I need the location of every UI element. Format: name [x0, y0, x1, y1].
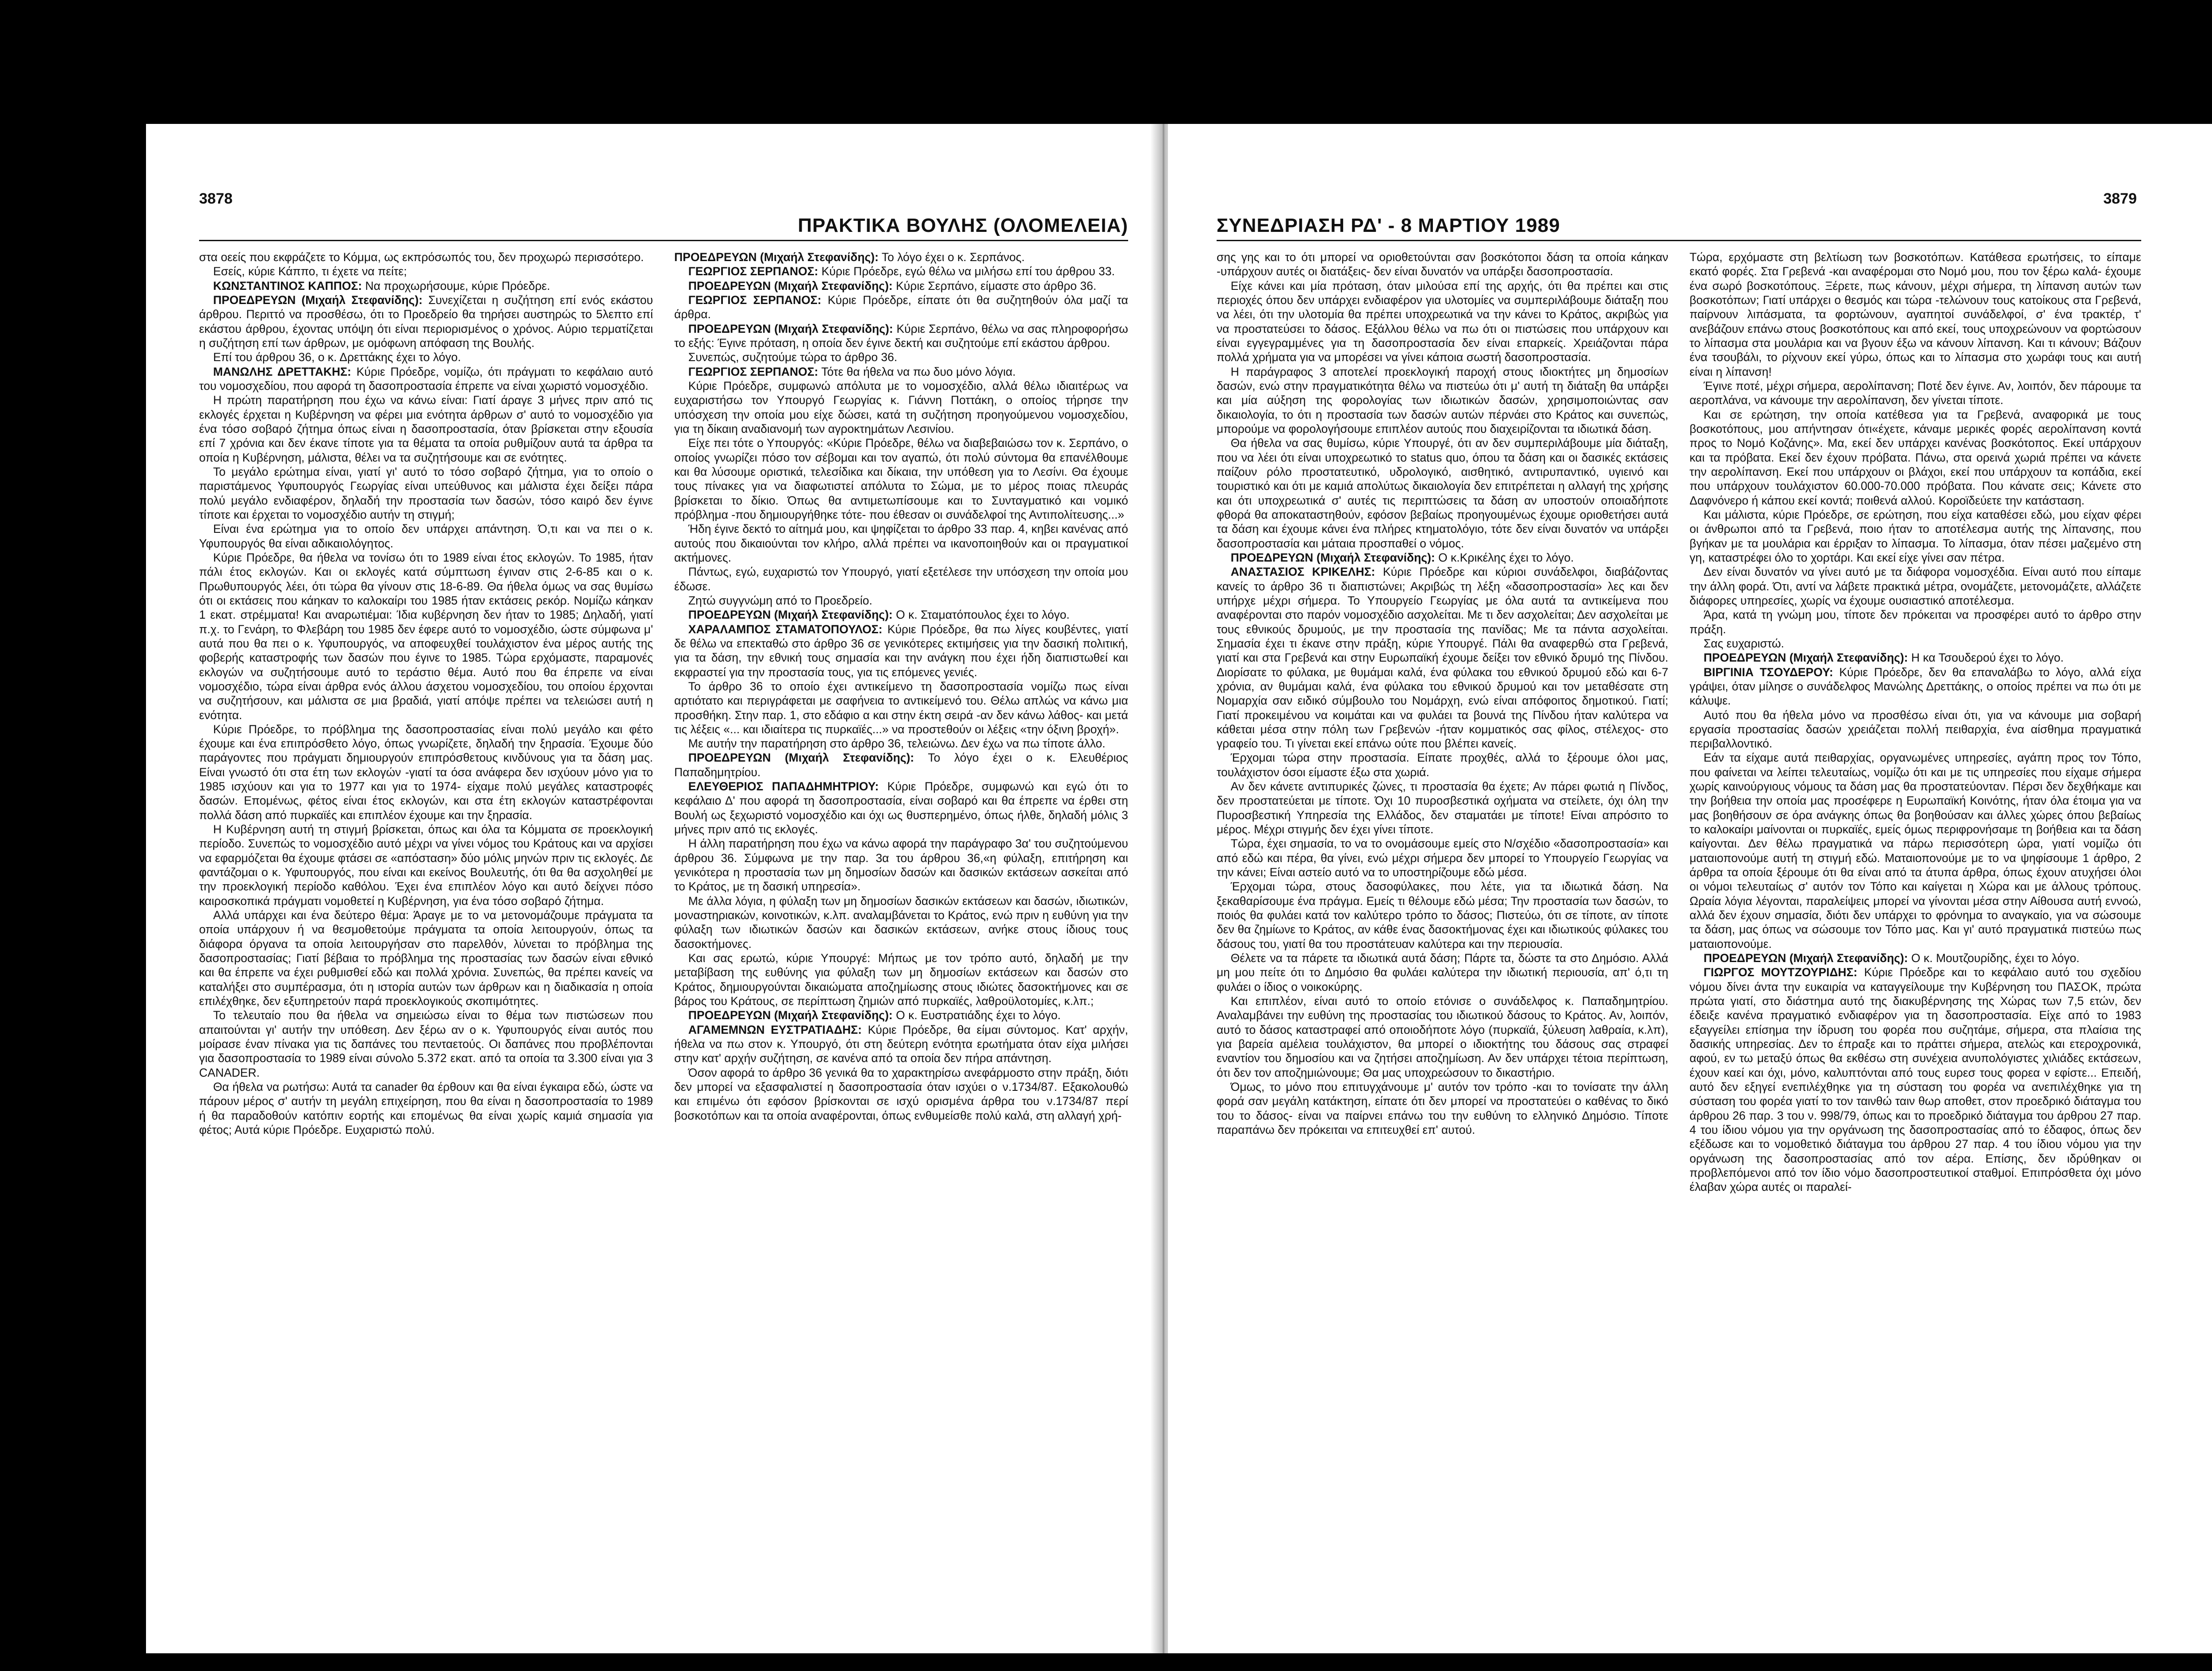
- paragraph: [1690, 951, 2141, 965]
- paragraph: [199, 908, 653, 1008]
- speaker-name: ΠΡΟΕΔΡΕΥΩΝ (Μιχαήλ Στεφανίδης):: [688, 608, 893, 622]
- paragraph: [1690, 965, 2141, 1194]
- paragraph: [199, 279, 653, 293]
- paragraph: [199, 350, 653, 364]
- paragraph-text: Είχε κάνει και μία πρόταση, όταν μιλούσα επί της αρχής, ότι θα πρέπει και στις περιοχές όπου δεν υπάρχει ενδιαφέρον για υλοτομίες να συμπεριλάβουμε διάταξη που να λέει, ότι την υλοτομία θα πρέπει υποχρεωτικά να την κάνει το Κράτος, ακριβώς για να προστατεύσει το δάσος. Εξάλλου θέλω να πω ότι οι πιστώσεις που υπάρχουν και είναι εγγεγραμμένες για τη δασοπροστασία δεν είναι επαρκείς. Χρειάζονται πάρα πολλά χρήματα για να μπορέσει να γίνει κάποια σωστή δασοπροστασία.: [1217, 279, 1668, 364]
- paragraph-text: Κύριε Πρόεδρε, εγώ θέλω να μιλήσω επί του άρθρου 33.: [818, 265, 1115, 278]
- speaker-name: ΓΕΩΡΓΙΟΣ ΣΕΡΠΑΝΟΣ:: [688, 365, 818, 378]
- paragraph-text: Όμως, το μόνο που επιτυγχάνουμε μ' αυτόν τον τρόπο -και το τονίσατε την άλλη φορά σαν μεγάλη κατάκτηση, είπατε ότι δεν μπορεί να προστατεύει ο καθένας το δικό του το δάσος- είναι να παίρνει επάνω του την ευθύνη το ελληνικό Δημόσιο. Τίποτε παραπάνω δεν πρόκειται να επιτευχθεί επ' αυτού.: [1217, 1080, 1668, 1137]
- paragraph-text: Έρχομαι τώρα, στους δασοφύλακες, που λέτε, για τα ιδιωτικά δάση. Να ξεκαθαρίσουμε ένα πράγμα. Εμείς τι θέλουμε εδώ μέσα; Την προστασία των δασών, το ποιός θα φυλάει κατά τον καλύτερο τρόπο το δάσος; Πιστεύω, ότι σε τίποτε, αν τίποτε δεν θα ζημίωνε το Κράτος, αν κάθε ένας δασοκτήμονας έχει και ιδιωτικούς φύλακες του δάσους του, γιατί θα του προστάτευαν καλύτερα και την περιουσία.: [1217, 880, 1668, 951]
- paragraph: [674, 365, 1128, 379]
- paragraph: [1217, 836, 1668, 879]
- left-columns: [199, 250, 1128, 1627]
- paragraph-text: Όσον αφορά το άρθρο 36 γενικά θα το χαρακτηρίσω ανεφάρμοστο στην πράξη, διότι δεν μπορεί να εξασφαλιστεί η δασοπροστασία όταν ισχύει ο ν.1734/87. Εξακολουθώ και επιμένω ότι εφόσον βρίσκονται σε ισχύ ορισμένα άρθρα του ν.1734/87 περί βοσκοτόπων και τα οποία αναφέρονται, όπως ενθυμείσθε πολύ καλά, στη αλλαγή χρή-: [674, 1066, 1128, 1122]
- right-header-rule: [1217, 240, 2141, 241]
- paragraph: [674, 293, 1128, 322]
- left-page: [146, 124, 1159, 1653]
- paragraph-text: Και μάλιστα, κύριε Πρόεδρε, σε ερώτηση, που είχα καταθέσει εδώ, μου είχαν φέρει οι άνθρωποι από τα Γρεβενά, ποιο ήταν το αποτέλεσμα αυτής της λίπανσης, που βγήκαν με τα μουλάρια και έρριξαν το λίπασμα. Το λίπασμα, όταν πέσει μαζεμένο στη γη, καταστρέφει όλο το χορτάρι. Και εκεί είχε γίνει σαν πέτρα.: [1690, 508, 2141, 564]
- paragraph-text: Συνεχίζεται η συζήτηση επί ενός εκάστου άρθρου. Περιττό να προσθέσω, ότι το Προεδρείο θα τηρήσει αυστηρώς το 5λεπτο επί εκάστου άρθρου, έχοντας υπόψη ότι είναι περιορισμένος ο χρόνος. Αύριο τερματίζεται η συζήτηση επί των άρθρων, με ομόφωνη απόφαση της Βουλής.: [199, 293, 653, 350]
- paragraph-text: Ο κ. Σταματόπουλος έχει το λόγο.: [892, 608, 1070, 622]
- paragraph: [674, 322, 1128, 350]
- left-column-2: [674, 250, 1128, 1627]
- paragraph: [1690, 708, 2141, 751]
- paragraph-text: Κύριε Πρόεδρε, το πρόβλημα της δασοπροστασίας είναι πολύ μεγάλο και φέτο έχουμε και ένα επιπρόσθετο λόγο, όπως γνωρίζετε, δηλαδή την ξηρασία. Έχουμε δύο παράγοντες που πράγματι δημιουργούν επιπρόσθετους κινδύνους για τα δάση μας. Είναι γνωστό ότι στα έτη των εκλογών -γιατί τα όσα ανάφερα δεν ισχύουν μόνο για το 1985 ισχύουν και για το 1977 και για το 1974- είχαμε πολύ μεγάλες καταστροφές δασών. Επομένως, φέτος είναι έτος εκλογών, και στα έτη εκλογών καταστρέφονται πολλά δάση από πυρκαϊές και επιπλέον έχουμε και την ξηρασία.: [199, 722, 653, 822]
- paragraph: [1217, 436, 1668, 551]
- speaker-name: ΠΡΟΕΔΡΕΥΩΝ (Μιχαήλ Στεφανίδης):: [688, 1009, 893, 1022]
- paragraph: [199, 250, 653, 264]
- paragraph-text: Τότε θα ήθελα να πω δυο μόνο λόγια.: [818, 365, 1016, 378]
- paragraph-text: Θέλετε να τα πάρετε τα ιδιωτικά αυτά δάση; Πάρτε τα, δώστε τα στο Δημόσιο. Αλλά μη μου πείτε ότι το Δημόσιο θα φυλάει καλύτερα την ιδιωτική περιουσία, απ' ό,τι τη φυλάει ο ίδιος ο νοικοκύρης.: [1217, 951, 1668, 993]
- paragraph-text: Αν δεν κάνετε αντιπυρικές ζώνες, τι προστασία θα έχετε; Αν πάρει φωτιά η Πίνδος, δεν προστατεύεται με τίποτε. Όχι 10 πυροσβεστικά οχήματα να στείλετε, όχι όλη την Πυροσβεστική Υπηρεσία της Ελλάδος, δεν σταματάει με τίποτε! Είναι απρόσιτο το μέρος. Μέχρι στιγμής δεν έχει γίνει τίποτε.: [1217, 780, 1668, 836]
- paragraph-text: Το τελευταίο που θα ήθελα να σημειώσω είναι το θέμα των πιστώσεων που απαιτούνται γι' αυτήν την υπόθεση. Δεν ξέρω αν ο κ. Υφυπουργός είναι αυτός που μοίρασε έναν πίνακα για τις δαπάνες του πενταετούς. Οι δαπάνες που προβλέπονται για δασοπροστασία το 1989 είναι σύνολο 5.372 εκατ. από τα οποία τα 3.300 είναι για 3 CANADER.: [199, 1009, 653, 1079]
- paragraph-text: Αυτό που θα ήθελα μόνο να προσθέσω είναι ότι, για να κάνουμε μια σοβαρή εργασία προστασίας δασών χρειάζεται πολλή πειθαρχία, ένα αίσθημα πραγματικά περιβαλλοντικό.: [1690, 708, 2141, 751]
- paragraph-text: Τώρα, έχει σημασία, το να το ονομάσουμε εμείς στο Ν/σχέδιο «δασοπροστασία» και από εδώ και πέρα, θα γίνει, ενώ μέχρι σήμερα δεν μπορεί το Υπουργείο Γεωργίας να την κάνει; Είναι αστείο αυτό να το υποστηρίζουμε εδώ μέσα.: [1217, 837, 1668, 879]
- speaker-name: ΜΑΝΩΛΗΣ ΔΡΕΤΤΑΚΗΣ:: [213, 365, 351, 378]
- paragraph: [674, 779, 1128, 836]
- paragraph-text: Είναι ένα ερώτημα για το οποίο δεν υπάρχει απάντηση. Ό,τι και να πει ο κ. Υφυπουργός θα είναι αδικαιολόγητος.: [199, 522, 653, 550]
- paragraph: [674, 522, 1128, 565]
- paragraph: [1217, 994, 1668, 1080]
- right-page: [1168, 124, 2212, 1653]
- paragraph-text: Πάντως, εγώ, ευχαριστώ τον Υπουργό, γιατί εξετέλεσε την υπόσχεση την οποία μου έδωσε.: [674, 565, 1128, 593]
- paragraph: [674, 736, 1128, 751]
- speaker-name: ΓΙΩΡΓΟΣ ΜΟΥΤΖΟΥΡΙΔΗΣ:: [1703, 966, 1858, 979]
- paragraph-text: Κύριε Πρόεδρε, δεν θα επαναλάβω το λόγο, αλλά είχα γράψει, όταν μίλησε ο συνάδελφος Μανώλης Δρεττάκης, ο οποίος πρέπει να πω ότι με κάλυψε.: [1690, 665, 2141, 708]
- paragraph: [674, 279, 1128, 293]
- paragraph: [199, 551, 653, 722]
- paragraph-text: Με άλλα λόγια, η φύλαξη των μη δημοσίων δασικών εκτάσεων και δασών, ιδιωτικών, μοναστηριακών, κοινοτικών, κ.λπ. αναλαμβάνεται το Κράτος, ενώ πριν η ευθύνη για την φύλαξη των ιδιωτικών δασών και δασικών εκτάσεων, ανήκε στους ίδιους τους δασοκτήμονες.: [674, 894, 1128, 951]
- paragraph-text: Το λόγο έχει ο κ. Ελευθέριος Παπαδημητρίου.: [674, 751, 1128, 779]
- paragraph-text: Και σε ερώτηση, την οποία κατέθεσα για τα Γρεβενά, αναφορικά με τους βοσκοτόπους, μου απήντησαν ότι«έχετε, κάναμε μερικές φορές αερολίπανση κοντά προς το Νομό Κοζάνης». Μα, εκεί δεν υπάρχει κανένας βοσκότοπος. Εκεί υπάρχουν και τα πρόβατα. Εκεί δεν έχουν πρόβατα. Πάνω, στα ορεινά χωριά πρέπει να κάνετε την αερολίπανση. Εκεί που υπάρχουν οι βλάχοι, εκεί που υπάρχουν τα κοπάδια, εκεί που υπάρχουν τουλάχιστον 60.000-70.000 πρόβατα. Που κάνατε σεις; Κάνετε στο Δαφνόνερο ή κάπου εκεί κοντά; ποιθενά αλλού. Κοροϊδεύετε την κατάσταση.: [1690, 408, 2141, 507]
- paragraph-text: Η παράγραφος 3 αποτελεί προεκλογική παροχή στους ιδιοκτήτες μη δημοσίων δασών, ενώ στην πραγματικότητα θέλω να πιστεύω ότι μ' αυτή τη διάταξη θα υπάρξει και μία αύξηση της φορολογίας των ιδιωτικών δασών, χρησιμοποιώντας σαν δικαιολογία, το ότι η προστασία των δασών αυτών πέρνάει στο Κράτος και συνεπώς, μπορούμε να φορολογήσουμε επιπλέον αυτούς που διαχειρίζονται τα ιδιωτικά δάση.: [1217, 365, 1668, 435]
- paragraph: [1217, 879, 1668, 951]
- paragraph: [199, 822, 653, 908]
- left-header-rule: [199, 240, 1128, 241]
- paragraph-text: Έρχομαι τώρα στην προστασία. Είπατε προχθές, αλλά το ξέρουμε όλοι μας, τουλάχιστον όσοι είμαστε έξω στα χωριά.: [1217, 751, 1668, 779]
- speaker-name: ΠΡΟΕΔΡΕΥΩΝ (Μιχαήλ Στεφανίδης):: [688, 322, 893, 335]
- paragraph-text: Να προχωρήσουμε, κύριε Πρόεδρε.: [362, 279, 550, 293]
- right-page-number: 3879: [2103, 190, 2137, 207]
- paragraph: [674, 565, 1128, 593]
- paragraph: [1690, 636, 2141, 651]
- paragraph-text: Είχε πει τότε ο Υπουργός: «Κύριε Πρόεδρε, θέλω να διαβεβαιώσω τον κ. Σερπάνο, ο οποίος γνωρίζει πόσο τον σέβομαι και τον αγαπώ, ότι πολύ σύντομα θα επανέλθουμε και θα λύσουμε οριστικά, τελεσίδικα και δίκαια, την υπόθεση για το Λεσίνι. Θα έχουμε τους πίνακες για να διαφωτιστεί απόλυτα το Σώμα, με το μέρος ποιας πλευράς βρίσκεται το δίκιο. Όπως θα αντιμετωπίσουμε και το Συνταγματικό και νομικό πρόβλημα -που δημιουργήθηκε τότε- που έθεσαν οι συνάδελφοί της Αντιπολίτευσης...»: [674, 436, 1128, 521]
- paragraph: [1217, 951, 1668, 994]
- paragraph-text: Ήδη έγινε δεκτό το αίτημά μου, και ψηφίζεται το άρθρο 33 παρ. 4, κηβει κανένας από αυτούς που δικαιούνται τον κλήρο, αλλά πρέπει να ικανοποιηθούν και οι πραγματικοί ακτήμονες.: [674, 522, 1128, 564]
- speaker-name: ΠΡΟΕΔΡΕΥΩΝ (Μιχαήλ Στεφανίδης):: [1230, 551, 1435, 564]
- paragraph-text: Κύριε Πρόεδρε και το κεφάλαιο αυτό του σχεδίου νόμου δίνει άντα την ευκαιρία να καταγγείλουμε την Κυβέρνηση του ΠΑΣΟΚ, πρώτα πρώτα γιατί, στο διάστημα αυτό της διακυβέρνησης της Χώρας των 7,5 ετών, δεν έδειξε κανένα πραγματικό ενδιαφέρον για τη δασοπροστασία. Είχε από το 1983 εξαγγείλει επίσημα την ίδρυση του φορέα που συζητάμε, σήμερα, στα πλαίσια της δασικής υπηρεσίας. Δεν το έπραξε και το πράττει σήμερα, ατελώς και ετεροχρονικά, αφού, εν τω μεταξύ όπως θα εκθέσω στη συνέχεια ανυπολόγιστες χιλιάδες εκτάσεων, έχουν καεί και όχι, μόνο, καλυπτόνται από τους ευρεσ τους φορεα ν εφίστε... Επειδή, αυτό δεν εξηγεί ενεπιλέχθηκε για τη σύσταση του φορέα να ανεπιλέχθηκε για τη σύσταση του φορέα γιατί το τον ταινθώ ταιν θωρ αποθετ, στον προεδρικό διάταγμα του άρθρου 26 παρ. 3 του ν. 998/79, όπως και το προεδρικό διάταγμα του άρθρου 27 παρ. 4 του ίδιου νόμου για την οργάνωση της δασοπροστασίας από το έδαφος, όπως δεν εξέδωσε και το νομοθετικό διάταγμα του άρθρου 27 παρ. 4 του ίδιου νόμου για την οργάνωση της δασοπροστασίας από τον αέρα. Επίσης, δεν ιδρύθηκαν οι προβλεπόμενοι από τον ίδιο νόμο δασοπροστευτικοί σταθμοί. Επιπρόσθετα όχι μόνο έλαβαν χώρα αυτές οι παραλεί-: [1690, 966, 2141, 1194]
- paragraph: [1217, 250, 1668, 279]
- right-running-head: ΣΥΝΕΔΡΙΑΣΗ ΡΔ' - 8 ΜΑΡΤΙΟΥ 1989: [1217, 215, 1560, 236]
- paragraph: [674, 350, 1128, 364]
- paragraph-text: Η πρώτη παρατήρηση που έχω να κάνω είναι: Γιατί άραγε 3 μήνες πριν από τις εκλογές έρχεται η Κυβέρνηση να φέρει μια ενότητα άρθρων σ' αυτό το νομοσχέδιο για ένα τόσο σοβαρό ζήτημα όπως είναι η δασοπροστασία, όταν βρίσκεται στην εξουσία επί 7 χρόνια και δεν έκανε τίποτε για τα θέματα τα οποία ρυθμίζουν αυτά τα άρθρα τα οποία η Κυβέρνηση, μάλιστα, θέλει να τα συζητήσουμε και σε ενότητες.: [199, 393, 653, 464]
- paragraph: [199, 1080, 653, 1137]
- speaker-name: ΚΩΝΣΤΑΝΤΙΝΟΣ ΚΑΠΠΟΣ:: [213, 279, 362, 293]
- paragraph: [674, 608, 1128, 622]
- paragraph-text: Κύριε Σερπάνο, θέλω να σας πληροφορήσω το εξής: Έγινε πρόταση, η οποία δεν έγινε δεκτή και συζητούμε επί εκάστου άρθρου.: [674, 322, 1128, 350]
- paragraph-text: Ο κ.Κρικέλης έχει το λόγο.: [1435, 551, 1574, 564]
- speaker-name: ΓΕΩΡΓΙΟΣ ΣΕΡΠΑΝΟΣ:: [688, 265, 818, 278]
- paragraph: [1690, 651, 2141, 665]
- paragraph-text: Θα ήθελα να σας θυμίσω, κύριε Υπουργέ, ότι αν δεν συμπεριλάβουμε μία διάταξη, που να λέει ότι είναι υποχρεωτικό το status quo, όπου τα δάση και οι δασικές εκτάσεις παίζουν ρόλο προστατευτικό, υδρολογικό, αισθητικό, αντιρυπαντικό, υγιεινό και τουριστικό και ότι με καμιά απολύτως δικαιολογία δεν επιτρέπεται η αλλαγή της χρήσης και ότι υποχρεωτικά σ' αυτές τις περιπτώσεις τα δάση αν υποστούν οποιαδήποτε φθορά θα αποκαταστηθούν, εφόσον βεβαίως προηγουμένως έχουμε οριοθετήσει αυτά τα δάση και έχουμε κάνει ένα πλήρες κτηματολόγιο, τότε δεν είναι δυνατόν να υπάρξει δασοπροστασία και μάταια προσπαθεί ο νόμος.: [1217, 436, 1668, 550]
- paragraph: [199, 522, 653, 551]
- left-running-head: ΠΡΑΚΤΙΚΑ ΒΟΥΛΗΣ (ΟΛΟΜΕΛΕΙΑ): [798, 215, 1128, 236]
- paragraph-text: σης γης και το ότι μπορεί να οριοθετούνται σαν βοσκότοποι δάση τα οποία κάηκαν -υπάρχουν αυτές οι διατάξεις- δεν είναι δυνατόν να υπάρξει δασοπροστασία.: [1217, 250, 1668, 278]
- paragraph: [674, 894, 1128, 951]
- paragraph-text: Με αυτήν την παρατήρηση στο άρθρο 36, τελειώνω. Δεν έχω να πω τίποτε άλλο.: [688, 737, 1106, 751]
- speaker-name: ΠΡΟΕΔΡΕΥΩΝ (Μιχαήλ Στεφανίδης):: [674, 250, 879, 264]
- paragraph-text: Ο κ. Ευστρατιάδης έχει το λόγο.: [892, 1009, 1061, 1022]
- speaker-name: ΠΡΟΕΔΡΕΥΩΝ (Μιχαήλ Στεφανίδης):: [1703, 651, 1908, 665]
- paragraph-text: Άρα, κατά τη γνώμη μου, τίποτε δεν πρόκειται να προσφέρει αυτό το άρθρο στην πράξη.: [1690, 608, 2141, 636]
- paragraph-text: Κύριε Πρόεδρε, συμφωνώ απόλυτα με το νομοσχέδιο, αλλά θέλω ιδιαιτέρως να ευχαριστήσω τον Υπουργό Γεωργίας κ. Γιάννη Ποττάκη, ο οποίος τήρησε την υπόσχεση την οποία μου είχε δώσει, κατά τη συζήτηση προηγούμενου νομοσχεδίου, για τη δίκαιη αναδιανομή των αγροκτημάτων Λεσινίου.: [674, 379, 1128, 435]
- paragraph-text: Συνεπώς, συζητούμε τώρα το άρθρο 36.: [688, 350, 898, 364]
- paragraph: [1217, 551, 1668, 565]
- paragraph: [674, 836, 1128, 893]
- paragraph: [674, 264, 1128, 278]
- paragraph-text: Ζητώ συγγνώμη από το Προεδρείο.: [688, 593, 872, 607]
- paragraph-text: Εσείς, κύριε Κάππο, τι έχετε να πείτε;: [213, 265, 407, 278]
- speaker-name: ΒΙΡΓΙΝΙΑ ΤΣΟΥΔΕΡΟΥ:: [1703, 665, 1833, 679]
- paragraph-text: Κύριε Πρόεδρε, είπατε ότι θα συζητηθούν όλα μαζί τα άρθρα.: [674, 293, 1128, 321]
- paragraph: [1690, 408, 2141, 508]
- paragraph: [199, 465, 653, 522]
- paragraph: [199, 365, 653, 393]
- paragraph-text: Κύριε Πρόεδρε και κύριοι συνάδελφοι, διαβάζοντας κανείς το άρθρο 36 τι διαπιστώνει; Ακριβώς τη λέξη «δασοπροστασία» λες και δεν υπήρχε μέχρι σήμερα. Το Υπουργείο Γεωργίας με όλα αυτά τα αντικείμενα που αναφέρονται στο παρόν νομοσχέδιο ασχολείται. Με τι δεν ασχολείται; Δεν ασχολείται με τους εθνικούς δρυμούς, με την προστασία της πανίδας; Με τα πάντα ασχολείται. Σημασία έχει τι έκανε στην πράξη, κύριε Υπουργέ. Πάλι θα αναφερθώ στα Γρεβενά, γιατί και στα Γρεβενά και στην Ευρωπαϊκή έχουμε δείξει τον εθνικό δρυμό της Πίνδου. Διορίσατε το φύλακα, με θυμάμαι καλά, ένα φύλακα του εθνικού δρυμού εδώ και 6-7 χρόνια, αν θυμάμαι καλά, ένα φύλακα του εθνικού δρυμού και τον μεταθέσατε στη Νομαρχία σαν ειδικό σύμβουλο του Νομάρχη, ενώ είναι απόφοιτος δημοτικού. Γιατί; Γιατί προκειμένου να κοιμάται και να φυλάει τα βουνά της Πίνδου ήταν καλύτερα να κάθεται μέσα στην πόλη των Γρεβενών -ήταν κομματικός σας φίλος, στέλεχος- στο γραφείο του. Τι γίνεται εκεί επάνω ούτε που βλέπει κανείς.: [1217, 565, 1668, 751]
- speaker-name: ΠΡΟΕΔΡΕΥΩΝ (Μιχαήλ Στεφανίδης):: [688, 751, 914, 765]
- paragraph-text: Κύριε Πρόεδρε, συμφωνώ και εγώ ότι το κεφάλαιο Δ' που αφορά τη δασοπροστασία, είναι σοβαρό και θα έπρεπε να έρθει στη Βουλή ως ξεχωριστό νομοσχέδιο και όχι ως θυσπερημένο, όπως ήλθε, δηλαδή μόλις 3 μήνες πριν από τις εκλογές.: [674, 780, 1128, 836]
- paragraph-text: Δεν είναι δυνατόν να γίνει αυτό με τα διάφορα νομοσχέδια. Είναι αυτό που είπαμε την άλλη φορά. Ότι, αντί να λάβετε πρακτικά μέτρα, ονομάζετε, μετονομάζετε, αλλάζετε διάφορες υπηρεσίες, χωρίς να έχουμε ουσιαστικό αποτέλεσμα.: [1690, 565, 2141, 607]
- paragraph-text: Το μεγάλο ερώτημα είναι, γιατί γι' αυτό το τόσο σοβαρό ζήτημα, για το οποίο ο παριστάμενος Υφυπουργός Γεωργίας είναι υπεύθυνος και μάλιστα έχει δείξει πάρα πολύ μεγάλο ενδιαφέρον, δηλαδή την προστασία των δασών, τόσο καιρό δεν έγινε τίποτε και έρχεται το νομοσχέδιο αυτήν τη στιγμή;: [199, 465, 653, 521]
- paragraph: [1217, 565, 1668, 751]
- paragraph-text: Η κα Τσουδερού έχει το λόγο.: [1908, 651, 2064, 665]
- paragraph: [199, 722, 653, 822]
- paragraph: [199, 264, 653, 278]
- paragraph-text: Κύριε Πρόεδρε, θα είμαι σύντομος. Κατ' αρχήν, ήθελα να πω στον κ. Υπουργό, ότι στη δεύτερη ενότητα ερωτήματα όταν είχα μιλήσει στην κατ' αρχήν συζήτηση, σε κανένα από τα οποία δεν πήρα απάντηση.: [674, 1023, 1128, 1065]
- paragraph: [1217, 279, 1668, 365]
- paragraph-text: Εάν τα είχαμε αυτά πειθαρχίας, οργανωμένες υπηρεσίες, αγάπη προς τον Τόπο, που φαίνεται να λείπει τελευταίως, νομίζω ότι και με τις υπηρεσίες που είχαμε σήμερα χωρίς καινούργιους νόμους τα δάση μας θα προστατεύονταν. Πέρσι δεν δεχθήκαμε και την βοήθεια την οποία μας προσέφερε η Ευρωπαϊκή Κοινότης, ήταν όλα έτοιμα για να μας βοηθήσουν σε όρα ανάγκης όπως θα βοηθούσαν και άλλες χώρες όπου βεβαίως το καλοκαίρι μαίνονται οι πυρκαϊές, εμείς όμως περιφρονήσαμε τη βοήθεια και τα δάση καίγονται. Δεν θέλω πραγματικά να πάρω περισσότερη ώρα, γιατί νομίζω ότι ματαιοπονούμε αυτή τη στιγμή εδώ. Ματαιοπονούμε με το να ψηφίσουμε 1 άρθρο, 2 άρθρα τα οποία ξέρουμε ότι θα είναι από τα άτυπα άρθρα, όπως έχουν ατυχήσει όλοι οι νόμοι τελευταίως σ' αυτόν τον Τόπο και καίγεται η Χώρα και με άλλους τρόπους. Ωραία λόγια λέγονται, παραλείψεις μπορεί να γίνονται μέσα στην Αίθουσα αυτή εννοώ, αλλά δεν έχουν σημασία, διότι δεν υπάρχει το φρόνημα το αναγκαίο, για να σώσουμε τα δάση, μας όπως να σώσουμε τον Τόπο μας. Και γι' αυτό πραγματικά πιστεύω πως ματαιοπονούμε.: [1690, 751, 2141, 951]
- paragraph-text: Και επιπλέον, είναι αυτό το οποίο ετόνισε ο συνάδελφος κ. Παπαδημητρίου. Αναλαμβάνει την ευθύνη της προστασίας του ιδιωτικού δάσους το Κράτος. Αν, λοιπόν, αυτό το δάσος καταστραφεί από οποιοδήποτε λόγο (πυρκαϊά, ξύλευση λαθραία, κ.λπ), για βαρεία αμέλεια τουλάχιστον, θα μπορεί ο ιδιοκτήτης του δάσους σας στραφεί εναντίον του δημοσίου και να ζητήσει αποζημίωση. Αν δεν υπάρχει τέτοια περίπτωση, ότι δεν τον αποζημιώνουμε; Θα μας υποχρεώσουν το δικαστήριο.: [1217, 994, 1668, 1079]
- paragraph: [1690, 608, 2141, 636]
- left-column-1: [199, 250, 653, 1627]
- speaker-name: ΠΡΟΕΔΡΕΥΩΝ (Μιχαήλ Στεφανίδης):: [213, 293, 423, 307]
- paragraph: [1217, 779, 1668, 836]
- paragraph: [674, 751, 1128, 779]
- speaker-name: ΧΑΡΑΛΑΜΠΟΣ ΣΤΑΜΑΤΟΠΟΥΛΟΣ:: [688, 622, 883, 636]
- paragraph-text: Ο κ. Μουτζουρίδης, έχει το λόγο.: [1908, 951, 2080, 965]
- speaker-name: ΕΛΕΥΘΕΡΙΟΣ ΠΑΠΑΔΗΜΗΤΡΙΟΥ:: [688, 780, 879, 793]
- speaker-name: ΠΡΟΕΔΡΕΥΩΝ (Μιχαήλ Στεφανίδης):: [688, 279, 893, 293]
- paragraph: [1690, 250, 2141, 379]
- paragraph-text: Αλλά υπάρχει και ένα δεύτερο θέμα: Άραγε με το να μετονομάζουμε πράγματα τα οποία υπάρχουν ή να θεσμοθετούμε πράγματα τα οποία λειτουργούν, όπως τα διάφορα όργανα τα οποία λειτουργήσαν στο παρελθόν, λύνεται το πρόβλημα της δασοπροστασίας; Γιατί βέβαια το πρόβλημα της προστασίας των δασών είναι εθνικό και θα έπρεπε να έχει ρυθμισθεί εδώ και πολλά χρόνια. Συνεπώς, θα πρέπει κανείς να καταλήξει στο συμπέρασμα, ότι η ιστορία αυτών των άρθρων και η διαδικασία η οποία επιλέχθηκε, δεν εξυπηρετούν παρά προεκλογικούς σκοπιμότητες.: [199, 909, 653, 1008]
- paragraph: [1690, 565, 2141, 608]
- paragraph-text: Σας ευχαριστώ.: [1703, 636, 1784, 650]
- paragraph-text: Κύριε Πρόεδρε, νομίζω, ότι πράγματι το κεφάλαιο αυτό του νομοσχεδίου, που αφορά τη δασοπροστασία έπρεπε να είναι χωριστό νομοσχέδιο.: [199, 365, 653, 393]
- paragraph: [1690, 508, 2141, 565]
- paragraph: [1217, 365, 1668, 436]
- paragraph: [674, 679, 1128, 736]
- paragraph-text: Το άρθρο 36 το οποίο έχει αντικείμενο τη δασοπροστασία νομίζω πως είναι αρτιότατο και περιγράφεται με σαφήνεια το αντικείμενό του. Θέλω απλώς να κάνω μια προσθήκη. Στην παρ. 1, στο εδάφιο α και στην έκτη σειρά -αν δεν κάνω λάθος- και μετά τις λέξεις «... και ιδιαίτερα τις πυρκαϊές...» να προστεθούν οι λέξεις «την όξινη βροχή».: [674, 679, 1128, 736]
- paragraph: [199, 293, 653, 350]
- speaker-name: ΑΓΑΜΕΜΝΩΝ ΕΥΣΤΡΑΤΙΑΔΗΣ:: [688, 1023, 862, 1036]
- right-column-1: [1217, 250, 1668, 1627]
- paragraph-text: Η Κυβέρνηση αυτή τη στιγμή βρίσκεται, όπως και όλα τα Κόμματα σε προεκλογική περίοδο. Συνεπώς το νομοσχέδιο αυτό μέχρι να γίνει νόμος του Κράτους και να αρχίσει να εφαρμόζεται θα έχουμε φτάσει σε «απόσταση» δύο μόλις μηνών πριν τις εκλογές. Δε φαντάζομαι ο κ. Υφυπουργός, που είναι και εκείνος Βουλευτής, ότι θα θα ασχοληθεί με την προεκλογική περίοδο καθόλου. Έχει ένα επιπλέον λόγο και αυτό δείχνει πόσο καιροσκοπικά πράγματι νομοθετεί η Κυβέρνηση, για ένα τόσο σοβαρό ζήτημα.: [199, 823, 653, 908]
- speaker-name: ΠΡΟΕΔΡΕΥΩΝ (Μιχαήλ Στεφανίδης):: [1703, 951, 1908, 965]
- paragraph-text: Η άλλη παρατήρηση που έχω να κάνω αφορά την παράγραφο 3α' του συζητούμενου άρθρου 36. Σύμφωνα με την παρ. 3α του άρθρου 36,«η φύλαξη, επιτήρηση και γενικότερα η προστασία των μη δημοσίων δασών και δασικών εκτάσεων ασκείται από το Κράτος, με τη δασική υπηρεσία».: [674, 837, 1128, 893]
- paragraph: [1217, 751, 1668, 779]
- paragraph: [674, 622, 1128, 679]
- right-columns: [1217, 250, 2141, 1627]
- paragraph: [674, 436, 1128, 522]
- paragraph: [1690, 379, 2141, 408]
- paragraph: [1217, 1080, 1668, 1137]
- paragraph: [199, 393, 653, 465]
- paragraph: [674, 1008, 1128, 1022]
- paragraph: [199, 1008, 653, 1080]
- paragraph: [674, 1066, 1128, 1123]
- paragraph-text: Έγινε ποτέ, μέχρι σήμερα, αερολίπανση; Ποτέ δεν έγινε. Αν, λοιπόν, δεν πάρουμε τα αεροπλάνα, να κάνουμε την αερολίπανση, δεν γίνεται τίποτε.: [1690, 379, 2141, 407]
- paragraph-text: Το λόγο έχει ο κ. Σερπάνος.: [878, 250, 1025, 264]
- paragraph-text: Κύριε Σερπάνο, είμαστε στο άρθρο 36.: [892, 279, 1097, 293]
- speaker-name: ΓΕΩΡΓΙΟΣ ΣΕΡΠΑΝΟΣ:: [688, 293, 822, 307]
- left-page-number: 3878: [199, 190, 233, 207]
- paragraph-text: Θα ήθελα να ρωτήσω: Αυτά τα canader θα έρθουν και θα είναι έγκαιρα εδώ, ώστε να πάρουν μέρος σ' αυτήν τη μεγάλη επιχείρηση, που θα είναι η δασοπροστασία το 1989 ή θα παραδοθούν κατόπιν εορτής και επομένως θα είναι χωρίς καμιά σημασία για φέτος; Αυτά κύριε Πρόεδρε. Ευχαριστώ πολύ.: [199, 1080, 653, 1137]
- paragraph-text: Κύριε Πρόεδρε, θα ήθελα να τονίσω ότι το 1989 είναι έτος εκλογών. Το 1985, ήταν πάλι έτος εκλογών. Και οι εκλογές κατά σύμπτωση έγιναν στις 2-6-85 και ο κ. Πρωθυπουργός λέει, ότι τώρα θα γίνουν στις 18-6-89. Θα ήθελα όμως να σας θυμίσω ότι οι εκτάσεις που κάηκαν το καλοκαίρι του 1985 ήταν εκτάσεις ρεκόρ. Νομίζω κάηκαν 1 εκατ. στρέμματα! Και αναρωτιέμαι: Ίδια κυβέρνηση δεν ήταν το 1985; Δηλαδή, γιατί π.χ. το Γενάρη, το Φλεβάρη του 1985 δεν έφερε αυτό το νομοσχέδιο, ώστε σύμφωνα μ' αυτά που θα πει ο κ. Υφυπουργός, να αποφευχθεί τουλάχιστον ένα μέρος αυτής της φοβερής καταστροφής των δασών που έγινε το 1985. Τώρα ερχόμαστε, παραμονές εκλογών να συζητήσουμε αυτό το τεράστιο θέμα. Αυτό που θα έπρεπε να είναι νομοσχέδιο, τώρα είναι άρθρα ενός άλλου άσχετου νομοσχεδίου, του οποίου έρχονται να συζητήσουν, και μάλιστα σε μια βραδιά, γιατί απόψε πρέπει να τελειώσει αυτή η ενότητα.: [199, 551, 653, 722]
- paragraph-text: Και σας ερωτώ, κύριε Υπουργέ: Μήπως με τον τρόπο αυτό, δηλαδή με την μεταβίβαση της ευθύνης για φύλαξη των μη δημοσίων εκτάσεων και δασών στο Κράτος, δημιουργούνται δικαιώματα αποζημίωσης στους ιδιώτες δασοκτήμονες και σε βάρος του Κράτους, σε περίπτωση ζημιών από πυρκαϊές, λαθροϋλοτομίες, κ.λπ.;: [674, 951, 1128, 1008]
- paragraph: [1690, 751, 2141, 951]
- paragraph-text: Τώρα, ερχόμαστε στη βελτίωση των βοσκοτόπων. Κατάθεσα ερωτήσεις, το είπαμε εκατό φορές. Στα Γρεβενά -και αναφέρομαι στο Νομό μου, που τον ξέρω καλά- έχουμε ένα σωρό βοσκοτόπους. Ξέρετε, πως κάνουν, μέχρι σήμερα, τη λίπανση αυτών των βοσκοτόπων; Γιατί υπάρχει ο θεσμός και τώρα -τελώνουν τους κατοίκους στα Γρεβενά, παίρνουν λιπάσματα, τα φορτώνουν, αγαπητοί συνάδελφοί, σ' ένα τρακτέρ, τ' ανεβάζουν επάνω στους βοσκοτόπους και από εκεί, τους υποχρεώνουν να φορτώσουν το λίπασμα στα μουλάρια και να βγουν έξω να κάνουν λίπανση. Και τι κάνουν; Βάζουν ένα τσουβάλι, το ρίχνουν εκεί γύρω, όπως και το λίπασμα στο χωράφι τους και αυτή είναι η λίπανση!: [1690, 250, 2141, 378]
- paragraph: [674, 593, 1128, 608]
- paragraph: [1690, 665, 2141, 708]
- paragraph: [674, 379, 1128, 436]
- paragraph: [674, 951, 1128, 1008]
- paragraph-text: Επί του άρθρου 36, ο κ. Δρεττάκης έχει το λόγο.: [213, 350, 461, 364]
- paragraph: [674, 1023, 1128, 1066]
- paragraph-text: Κύριε Πρόεδρε, θα πω λίγες κουβέντες, γιατί δε θέλω να επεκταθώ στο άρθρο 36 σε γενικότερες εκτιμήσεις για την δασική πολιτική, για τα δάση, την εθνική τους σημασία και την ανάγκη που έχει ήδη διαπιστωθεί και εκφραστεί για την προστασία τους, για τις επόμενες γενιές.: [674, 622, 1128, 679]
- paragraph-text: στα οεείς που εκφράζετε το Κόμμα, ως εκπρόσωπός του, δεν προχωρώ περισσότερο.: [199, 250, 644, 264]
- speaker-name: ΑΝΑΣΤΑΣΙΟΣ ΚΡΙΚΕΛΗΣ:: [1230, 565, 1375, 579]
- right-column-2: [1690, 250, 2141, 1627]
- paragraph: [674, 250, 1128, 264]
